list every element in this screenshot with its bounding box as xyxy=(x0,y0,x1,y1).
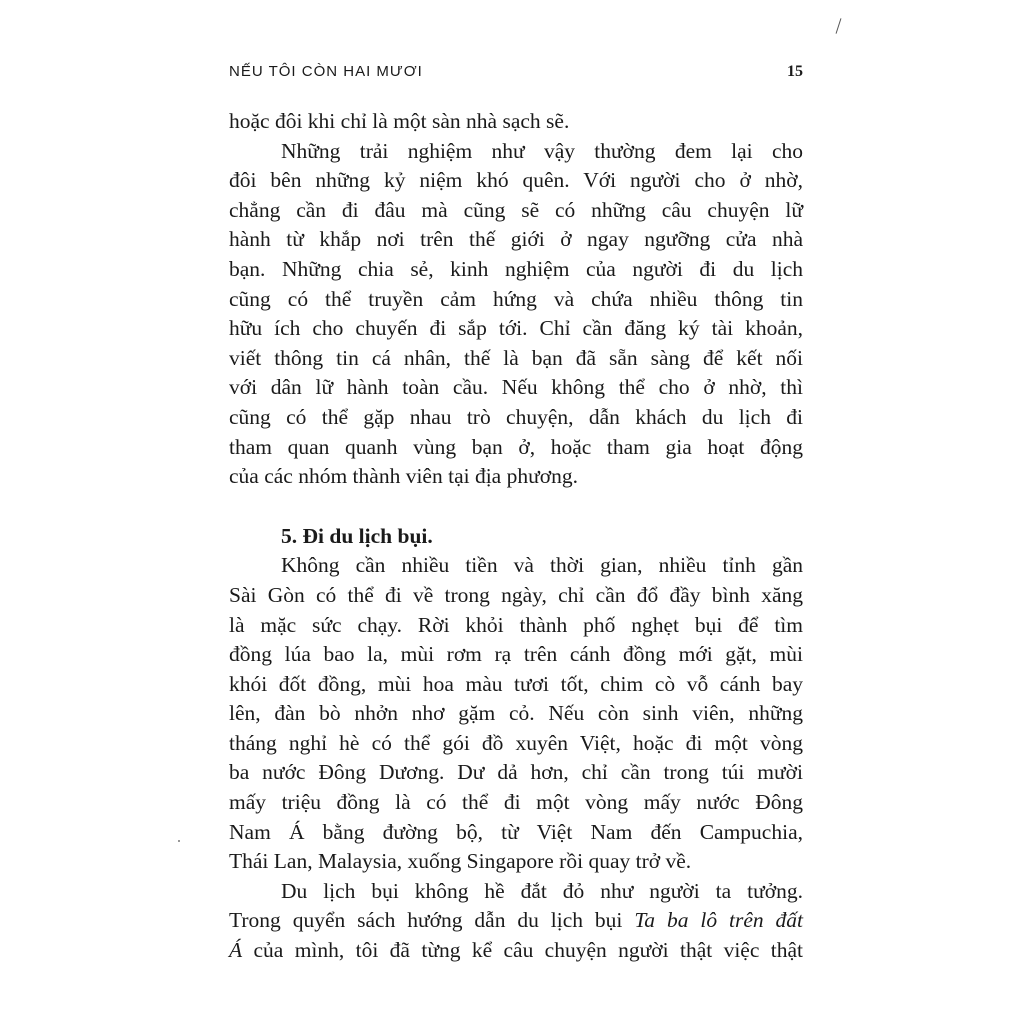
text-run: Trong quyển sách hướng dẫn du lịch bụi xyxy=(229,908,635,933)
running-title: NẾU TÔI CÒN HAI MƯƠI xyxy=(229,63,423,80)
paragraph-2 xyxy=(229,137,803,492)
text-line: Sài Gòn có thể đi về trong ngày, chỉ cần đổ đầy bình xăng xyxy=(229,582,803,607)
text-line: đôi bên những kỷ niệm khó quên. Với người cho ở nhờ, xyxy=(229,168,803,193)
text-line: viết thông tin cá nhân, thế là bạn đã sẵn sàng để kết nối xyxy=(229,345,803,370)
text-line: tham quan quanh vùng bạn ở, hoặc tham gia hoạt động xyxy=(229,434,803,459)
text-line: Thái Lan, Malaysia, xuống Singapore rồi quay trở về. xyxy=(229,849,692,874)
body-text xyxy=(229,107,803,966)
text-line: hoặc đôi khi chỉ là một sàn nhà sạch sẽ. xyxy=(229,109,570,133)
text-line xyxy=(229,906,803,936)
pen-mark xyxy=(836,18,842,34)
text-line: là mặc sức chạy. Rời khỏi thành phố nghẹt bụi để tìm xyxy=(229,612,803,637)
paragraph-3 xyxy=(229,551,803,877)
page-number: 15 xyxy=(787,63,803,80)
text-line: chẳng cần đi đâu mà cũng sẽ có những câu chuyện lữ xyxy=(229,197,803,222)
paragraph-4 xyxy=(229,877,803,966)
text-line: lên, đàn bò nhởn nhơ gặm cỏ. Nếu còn sinh viên, những xyxy=(229,701,803,726)
text-line: với dân lữ hành toàn cầu. Nếu không thể cho ở nhờ, thì xyxy=(229,375,803,400)
book-title-italic: Á xyxy=(229,938,243,963)
section-heading: 5. Đi du lịch bụi. xyxy=(281,523,433,548)
text-line: Không cần nhiều tiền và thời gian, nhiều tỉnh gần xyxy=(281,553,803,578)
text-line: cũng có thể truyền cảm hứng và chứa nhiều thông tin xyxy=(229,286,803,311)
page-speck xyxy=(178,840,180,842)
text-line: mấy triệu đồng là có thể đi một vòng mấy nước Đông xyxy=(229,790,803,815)
text-line: hữu ích cho chuyến đi sắp tới. Chỉ cần đăng ký tài khoản, xyxy=(229,316,803,341)
text-run: của mình, tôi đã từng kể câu chuyện người thật việc thật xyxy=(242,938,803,963)
text-line: khói đốt đồng, mùi hoa màu tươi tốt, chim cò vỗ cánh bay xyxy=(229,671,803,696)
text-line: của các nhóm thành viên tại địa phương. xyxy=(229,464,578,489)
section-gap xyxy=(229,492,803,522)
text-line xyxy=(229,936,803,966)
text-line: hành từ khắp nơi trên thế giới ở ngay ngưỡng cửa nhà xyxy=(229,227,803,252)
text-line: bạn. Những chia sẻ, kinh nghiệm của người đi du lịch xyxy=(229,256,803,281)
text-line: đồng lúa bao la, mùi rơm rạ trên cánh đồng mới gặt, mùi xyxy=(229,642,803,667)
text-line: Du lịch bụi không hề đắt đỏ như người ta tưởng. xyxy=(281,878,803,903)
text-line: cũng có thể gặp nhau trò chuyện, dẫn khách du lịch đi xyxy=(229,404,803,429)
text-line: Những trải nghiệm như vậy thường đem lại cho xyxy=(281,138,803,163)
running-header xyxy=(229,60,803,84)
text-line: ba nước Đông Dương. Dư dả hơn, chỉ cần trong túi mười xyxy=(229,760,803,785)
text-line: tháng nghỉ hè có thể gói đồ xuyên Việt, hoặc đi một vòng xyxy=(229,730,803,755)
book-title-italic: Ta ba lô trên đất xyxy=(634,908,803,933)
paragraph-1 xyxy=(229,107,803,137)
text-line: Nam Á bằng đường bộ, từ Việt Nam đến Campuchia, xyxy=(229,819,803,844)
